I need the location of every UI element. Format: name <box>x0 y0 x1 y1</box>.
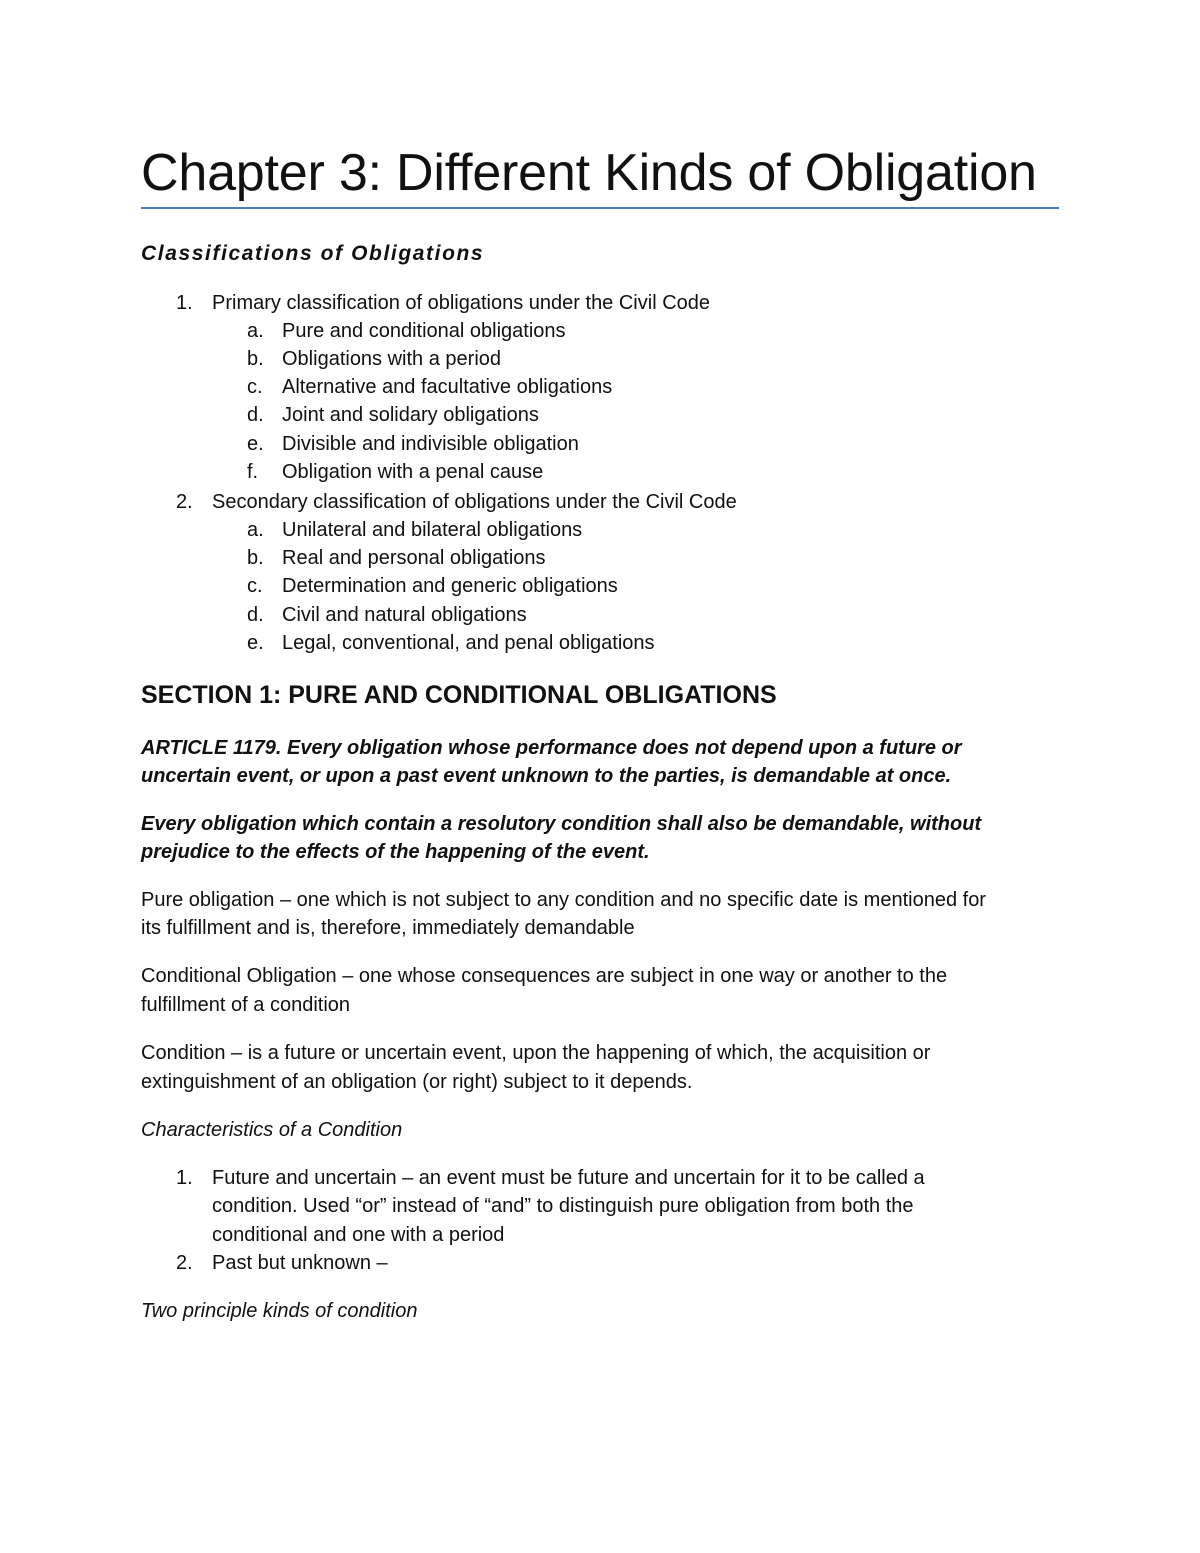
article-text-line: ARTICLE 1179. Every obligation whose performance does not depend upon a future or <box>141 737 962 759</box>
definition-line: extinguishment of an obligation (or right) subject to it depends. <box>141 1071 693 1093</box>
list-item: Unilateral and bilateral obligations <box>282 519 583 541</box>
section-heading: SECTION 1: PURE AND CONDITIONAL OBLIGATIONS <box>141 681 777 709</box>
list-letter: a. <box>247 320 264 342</box>
title-underline <box>141 207 1059 209</box>
list-item: Determination and generic obligations <box>282 575 618 597</box>
list-letter: e. <box>247 632 264 654</box>
article-text-line: prejudice to the effects of the happening of the event. <box>141 841 650 863</box>
list-letter: c. <box>247 575 263 597</box>
characteristics-heading: Characteristics of a Condition <box>141 1119 403 1141</box>
definition-line: Pure obligation – one which is not subject to any condition and no specific date is mentioned for <box>141 889 986 911</box>
kinds-heading: Two principle kinds of condition <box>141 1300 418 1322</box>
list-number: 1. <box>176 292 193 314</box>
list-letter: c. <box>247 376 263 398</box>
list-letter: d. <box>247 404 264 426</box>
page-title: Chapter 3: Different Kinds of Obligation <box>141 144 1037 202</box>
list-number: 2. <box>176 1252 193 1274</box>
list-item: Civil and natural obligations <box>282 604 527 626</box>
list-letter: b. <box>247 547 264 569</box>
list-item: Obligations with a period <box>282 348 502 370</box>
definition-line: Condition – is a future or uncertain event, upon the happening of which, the acquisition or <box>141 1042 931 1064</box>
definition-line: its fulfillment and is, therefore, immediately demandable <box>141 917 635 939</box>
list-letter: b. <box>247 348 264 370</box>
article-text-line: uncertain event, or upon a past event unknown to the parties, is demandable at once. <box>141 765 952 787</box>
list-item: Primary classification of obligations under the Civil Code <box>212 292 711 314</box>
list-item: Secondary classification of obligations under the Civil Code <box>212 491 737 513</box>
list-item: Real and personal obligations <box>282 547 546 569</box>
list-item: Legal, conventional, and penal obligations <box>282 632 655 654</box>
list-letter: a. <box>247 519 264 541</box>
list-letter: f. <box>247 461 259 483</box>
definition-line: Conditional Obligation – one whose consequences are subject in one way or another to the <box>141 965 948 987</box>
definition-line: fulfillment of a condition <box>141 994 351 1016</box>
list-item: Joint and solidary obligations <box>282 404 539 426</box>
list-item-line: conditional and one with a period <box>212 1224 505 1246</box>
list-letter: e. <box>247 433 264 455</box>
list-item: Obligation with a penal cause <box>282 461 544 483</box>
list-number: 1. <box>176 1167 193 1189</box>
article-text-line: Every obligation which contain a resolutory condition shall also be demandable, without <box>141 813 982 835</box>
list-item-line: Past but unknown – <box>212 1252 388 1274</box>
list-number: 2. <box>176 491 193 513</box>
list-item: Pure and conditional obligations <box>282 320 566 342</box>
list-item-line: condition. Used “or” instead of “and” to distinguish pure obligation from both the <box>212 1195 914 1217</box>
classifications-subtitle: Classifications of Obligations <box>141 242 485 265</box>
list-letter: d. <box>247 604 264 626</box>
list-item: Divisible and indivisible obligation <box>282 433 579 455</box>
list-item: Alternative and facultative obligations <box>282 376 613 398</box>
list-item-line: Future and uncertain – an event must be future and uncertain for it to be called a <box>212 1167 925 1189</box>
